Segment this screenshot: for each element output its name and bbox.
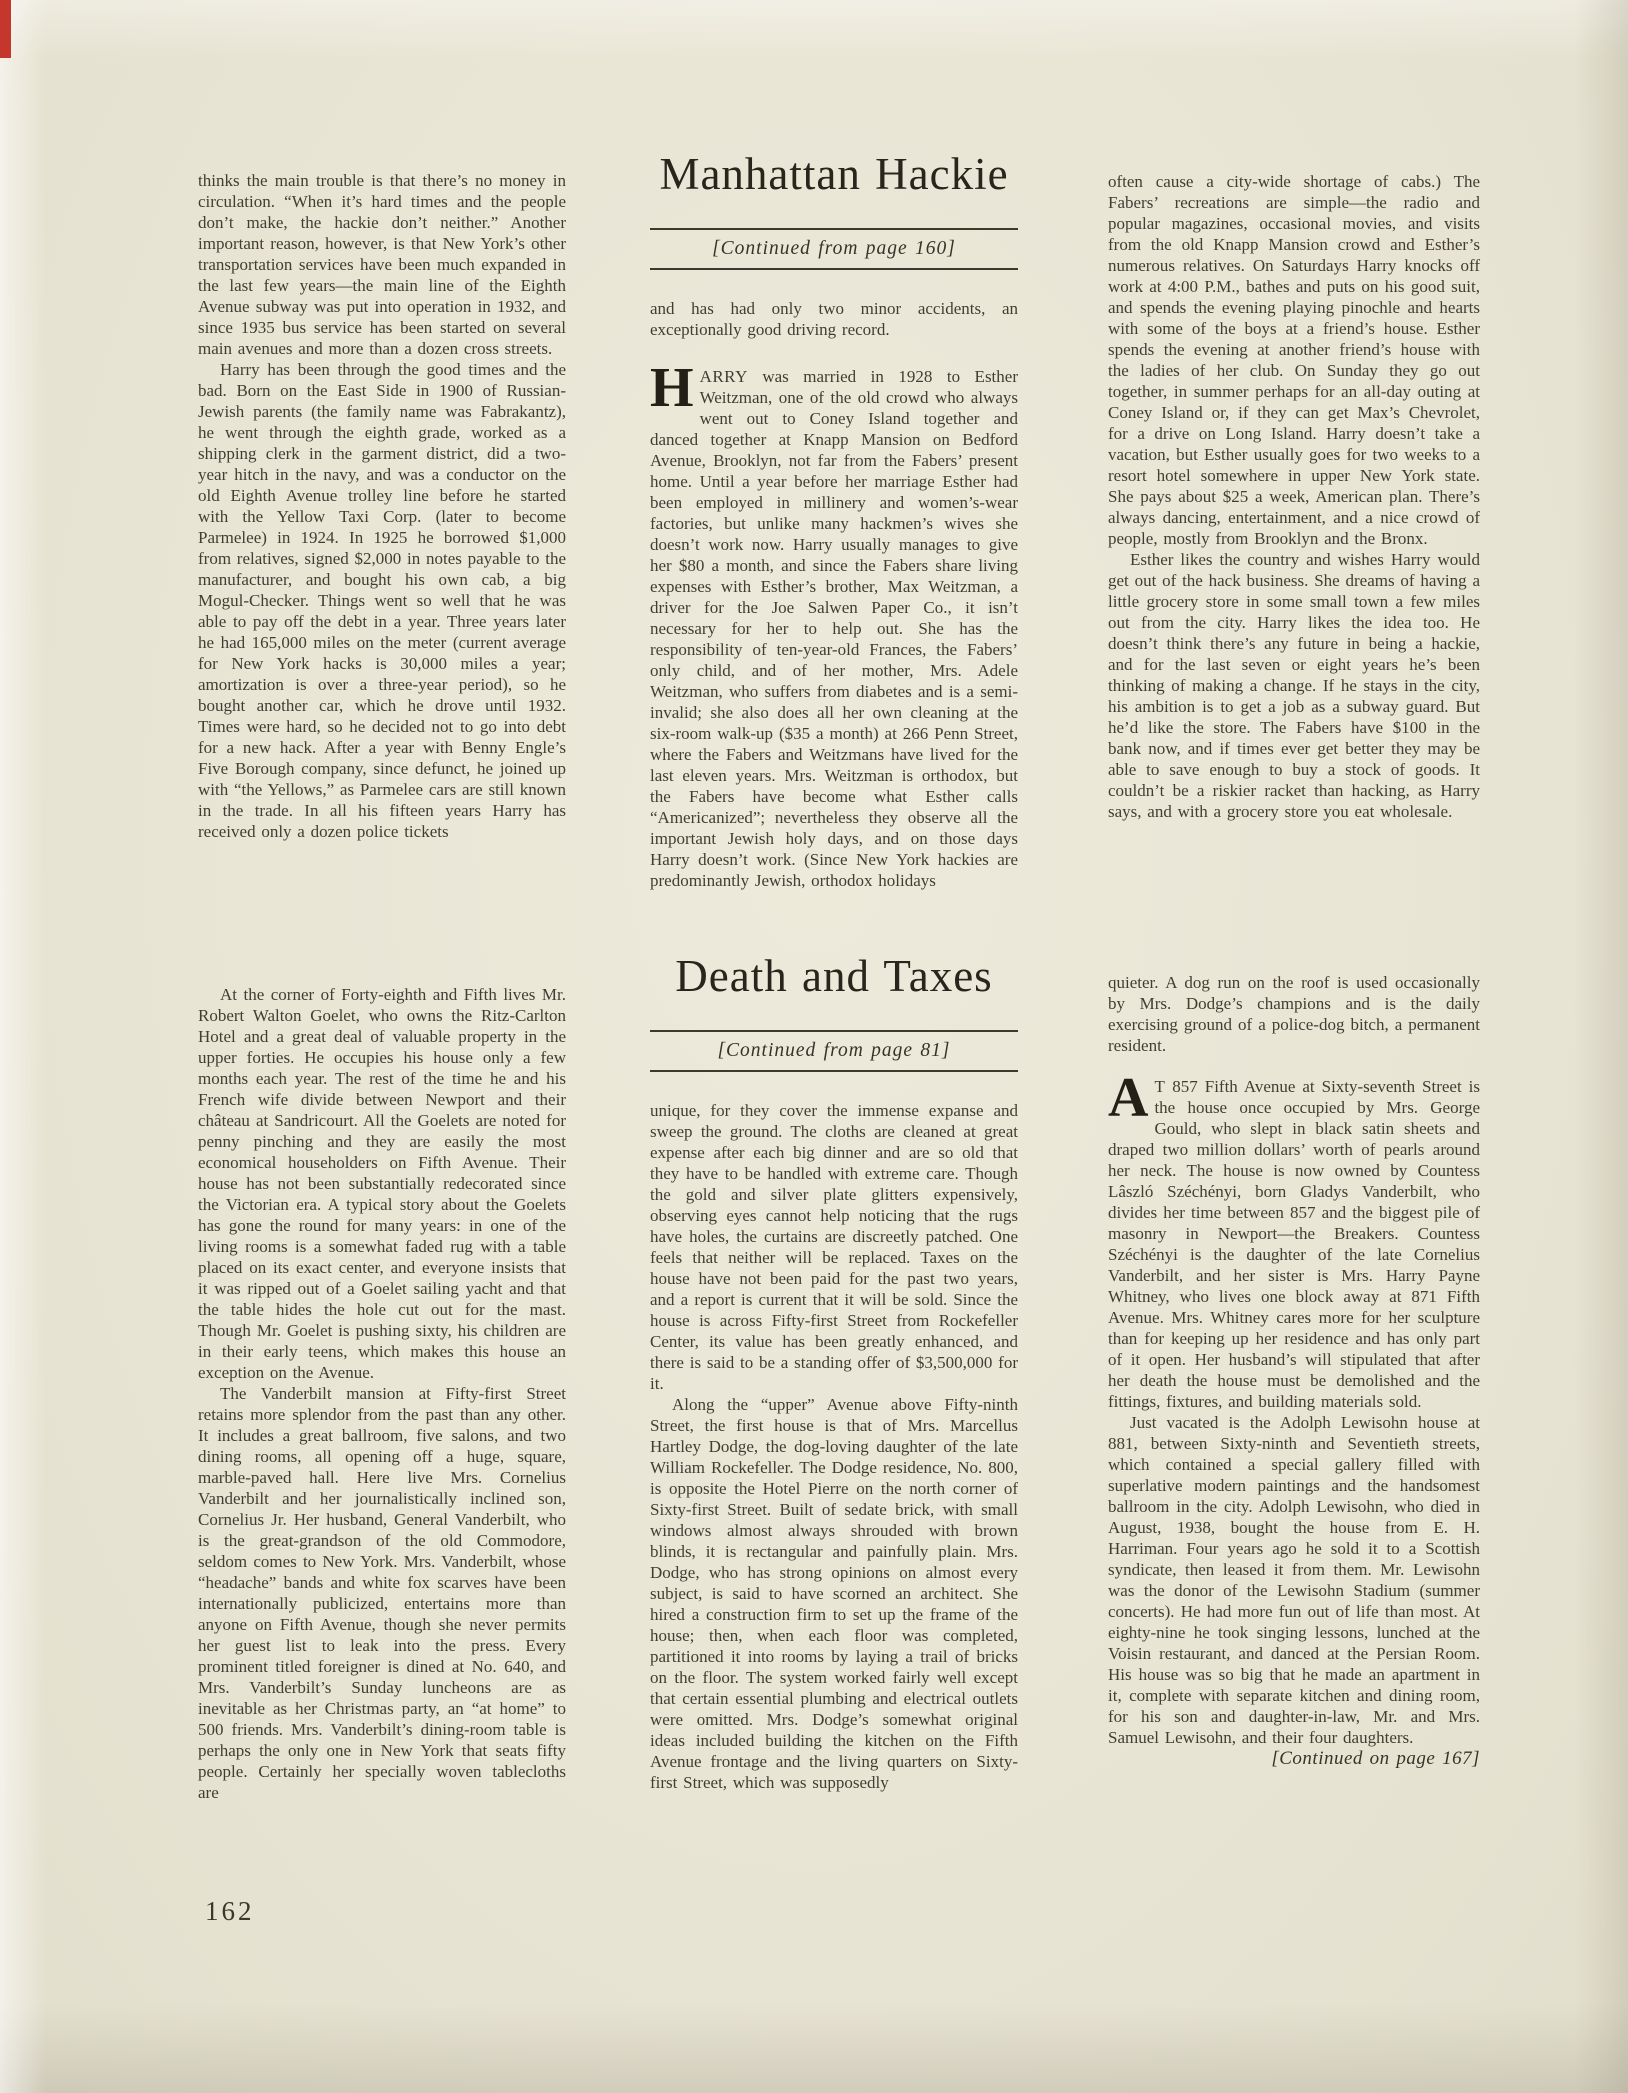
drop-cap-a: A: [1108, 1067, 1149, 1129]
continued-on-note: [Continued on page 167]: [1271, 1748, 1480, 1769]
body-paragraph-dropcap: [1108, 1067, 1480, 1412]
title-rule-bottom: [650, 1070, 1018, 1072]
body-paragraph: quieter. A dog run on the roof is used occasionally by Mrs. Dodge’s champions and is the daily exercising ground of a police-dog bitch, a permanent resident.: [1108, 973, 1480, 1055]
paragraph-text: 857 Fifth Avenue at Sixty-seventh Street is the house once occupied by Mrs. George Gould, who slept in black satin sheets and draped two million dollars’ worth of pearls around her neck. The house is now owned by Countess Lâszló Széchényi, born Gladys Vanderbilt, who divides her time between 857 and the biggest pile of masonry in Newport—the Breakers. Countess Széchényi is the daughter of the late Cornelius Vanderbilt, and her sister is Mrs. Harry Payne Whitney, who lives one block away at 871 Fifth Avenue. Mrs. Whitney cares more for her sculpture than for keeping up her residence and has only part of it open. Her husband’s will stipulated that after her death the house must be demolished and the fittings, fixtures, and building materials sold.: [1108, 1077, 1480, 1411]
death-and-taxes-column-3: [1108, 972, 1480, 1769]
body-paragraph: Along the “upper” Avenue above Fifty-ninth Street, the first house is that of Mrs. Marcellus Hartley Dodge, the dog-loving daughter of the late William Rockefeller. The Dodge residence, No. 800, is opposite the Hotel Pierre on the north corner of Sixty-first Street. Built of sedate brick, with small windows almost always shrouded with brown blinds, it is rectangular and painfully plain. Mrs. Dodge, who has strong opinions on almost every subject, is said to have scorned an architect. She hired a construction firm to set up the frame of the house; then, when each floor was completed, partitioned it into rooms by laying a trail of bricks on the floor. The system worked fairly well except that certain essential plumbing and electrical outlets were omitted. Mrs. Dodge’s somewhat original ideas included building the kitchen on the Fifth Avenue frontage and the living quarters on Sixty-first Street, which was supposedly: [650, 1395, 1018, 1792]
body-paragraph: and has had only two minor accidents, an exceptionally good driving record.: [650, 299, 1018, 339]
scan-red-mark: [0, 0, 11, 58]
death-and-taxes-column-2: [650, 950, 1018, 1793]
manhattan-hackie-column-3: [1108, 171, 1480, 822]
continued-from-note: [Continued from page 160]: [712, 238, 956, 259]
drop-cap-h: H: [650, 357, 694, 419]
body-paragraph: At the corner of Forty-eighth and Fifth lives Mr. Robert Walton Goelet, who owns the Ritz-Carlton Hotel and a great deal of valuable property in the upper forties. He occupies his house only a few months each year. The rest of the time he and his French wife divide between Newport and their château at Sandricourt. All the Goelets are noted for penny pinching and they are easily the most economical householders on Fifth Avenue. Their house has not been substantially redecorated since the Victorian era. A typical story about the Goelets has gone the round for many years: in one of the living rooms is a somewhat faded rug with a table placed on its exact center, and everyone insists that it was ripped out of a Goelet sailing yacht and that the table hides the hole cut out for the mast. Though Mr. Goelet is pushing sixty, his children are in their early teens, which makes this house an exception on the Avenue.: [198, 985, 566, 1382]
paragraph-text: was married in 1928 to Esther Weitzman, one of the old crowd who always went out to Coney Island together and danced together at Knapp Mansion on Bedford Avenue, Brooklyn, not far from the Fabers’ present home. Until a year before her marriage Esther had been employed in millinery and women’s-wear factories, but unlike many hackmen’s wives she doesn’t work now. Harry usually manages to give her $80 a month, and since the Fabers share living expenses with Esther’s brother, Max Weitzman, a driver for the Joe Salwen Paper Co., it isn’t necessary for her to help out. She has the responsibility of ten-year-old Frances, the Fabers’ only child, and of her mother, Mrs. Adele Weitzman, who suffers from diabetes and is a semi-invalid; she also does all her own cleaning at the six-room walk-up ($35 a month) at 266 Penn Street, where the Fabers and Weitzmans have lived for the last eleven years. Mrs. Weitzman is orthodox, but the Fabers have become what Esther calls “Americanized”; nevertheless they observe all the important Jewish holy days, and on those days Harry doesn’t work. (Since New York hackies are predominantly Jewish, orthodox holidays: [650, 367, 1018, 890]
body-paragraph: Harry has been through the good times and the bad. Born on the East Side in 1900 of Russian-Jewish parents (the family name was Fabrakantz), he went through the eighth grade, worked as a shipping clerk in the garment district, did a two-year hitch in the navy, and was a conductor on the old Eighth Avenue trolley line before he started with the Yellow Taxi Corp. (later to become Parmelee) in 1924. In 1925 he borrowed $1,000 from relatives, signed $2,000 in notes payable to the manufacturer, and bought his own cab, a big Mogul-Checker. Things went so well that he was able to pay off the debt in a year. Three years later he had 165,000 miles on the meter (current average for New York hacks is 30,000 miles a year; amortization is over a three-year period), so he bought another car, which he drove until 1932. Times were hard, so he decided not to go into debt for a new hack. After a year with Benny Engle’s Five Borough company, since defunct, he joined up with “the Yellows,” as Parmelee cars are still known in the trade. In all his fifteen years Harry has received only a dozen police tickets: [198, 360, 566, 841]
body-paragraph: Just vacated is the Adolph Lewisohn house at 881, between Sixty-ninth and Seventieth streets, which contained a special gallery filled with superlative modern paintings and the handsomest ballroom in the city. Adolph Lewisohn, who died in August, 1938, bought the house from E. H. Harriman. Four years ago he sold it to a Scottish syndicate, then leased it from them. Mr. Lewisohn was the donor of the Lewisohn Stadium (summer concerts). He had more fun out of life than most. At eighty-nine he took singing lessons, lunched at the Voisin restaurant, and danced at the Persian Room. His house was so big that he made an apartment in it, complete with separate kitchen and dining room, for his son and daughter-in-law, Mr. and Mrs. Samuel Lewisohn, and their four daughters.: [1108, 1413, 1480, 1747]
manhattan-hackie-column-1: [198, 170, 566, 842]
continued-from-note: [Continued from page 81]: [717, 1040, 951, 1061]
dropcap-lead-word: ARRY: [699, 367, 748, 386]
article-title-manhattan-hackie: Manhattan Hackie: [659, 149, 1009, 199]
dropcap-lead-word: T: [1154, 1077, 1166, 1096]
death-and-taxes-column-1: [198, 984, 566, 1803]
body-paragraph-dropcap: [650, 357, 1018, 891]
title-rule-bottom: [650, 268, 1018, 270]
article-title-death-and-taxes: Death and Taxes: [675, 951, 993, 1001]
body-paragraph: The Vanderbilt mansion at Fifty-first Street retains more splendor from the past than any other. It includes a great ballroom, five salons, and two dining rooms, all opening off a huge, square, marble-paved hall. Here live Mrs. Cornelius Vanderbilt and her journalistically inclined son, Cornelius Jr. Her husband, General Vanderbilt, who is the great-grandson of the old Commodore, seldom comes to New York. Mrs. Vanderbilt, whose “headache” bands and white fox scarves have been internationally publicized, entertains more than anyone on Fifth Avenue, though she never permits her guest list to leak into the press. Every prominent titled foreigner is dined at No. 640, and Mrs. Vanderbilt’s Sunday luncheons are as inevitable as her Christmas party, an “at home” to 500 friends. Mrs. Vanderbilt’s dining-room table is perhaps the only one in New York that seats fifty people. Certainly her specially woven tablecloths are: [198, 1384, 566, 1802]
page-number: 162: [205, 1896, 255, 1926]
body-paragraph: often cause a city-wide shortage of cabs.) The Fabers’ recreations are simple—the radio and popular magazines, occasional movies, and visits from the old Knapp Mansion crowd and Esther’s numerous relatives. On Saturdays Harry knocks off work at 4:00 P.M., bathes and puts on his good suit, and spends the evening playing pinochle and hearts with some of the boys at a friend’s house. Esther spends the evening at another friend’s house with the ladies of her club. On Sunday they go out together, in summer perhaps for an all-day outing at Coney Island or, if they can get Max’s Chevrolet, for a drive on Long Island. Harry doesn’t take a vacation, but Esther usually goes for two weeks to a resort hotel somewhere in upper New York state. She pays about $25 a week, American plan. There’s always dancing, entertainment, and a nice crowd of people, mostly from Brooklyn and the Bronx.: [1108, 172, 1480, 548]
manhattan-hackie-column-2: [650, 148, 1018, 891]
body-paragraph: unique, for they cover the immense expanse and sweep the ground. The cloths are cleaned at great expense after each big dinner and are so old that they have to be handled with extreme care. Though the gold and silver plate glitters expensively, observing eyes cannot help noticing that the rugs have holes, the curtains are discreetly patched. One feels that neither will be replaced. Taxes on the house have not been paid for the past two years, and a report is current that it will be sold. Since the house is across Fifty-first Street from Rockefeller Center, its value has been greatly enhanced, and there is said to be a standing offer of $3,500,000 for it.: [650, 1101, 1018, 1393]
body-paragraph: thinks the main trouble is that there’s no money in circulation. “When it’s hard times and the people don’t make, the hackie don’t neither.” Another important reason, however, is that New York’s other transportation services have been much expanded in the last few years—the main line of the Eighth Avenue subway was put into operation in 1932, and since 1935 bus service has been started on several main avenues and more than a dozen cross streets.: [198, 171, 566, 358]
body-paragraph: Esther likes the country and wishes Harry would get out of the hack business. She dreams of having a little grocery store in some small town a few miles out from the city. Harry likes the idea too. He doesn’t think there’s any future in being a hackie, and for the last seven or eight years he’s been thinking of making a change. If he stays in the city, his ambition is to get a job as a subway guard. But he’d like the store. The Fabers have $100 in the bank now, and if times ever get better they may be able to save enough to buy a stock of goods. It couldn’t be a riskier racket than hacking, as Harry says, and with a grocery store you eat wholesale.: [1108, 550, 1480, 821]
